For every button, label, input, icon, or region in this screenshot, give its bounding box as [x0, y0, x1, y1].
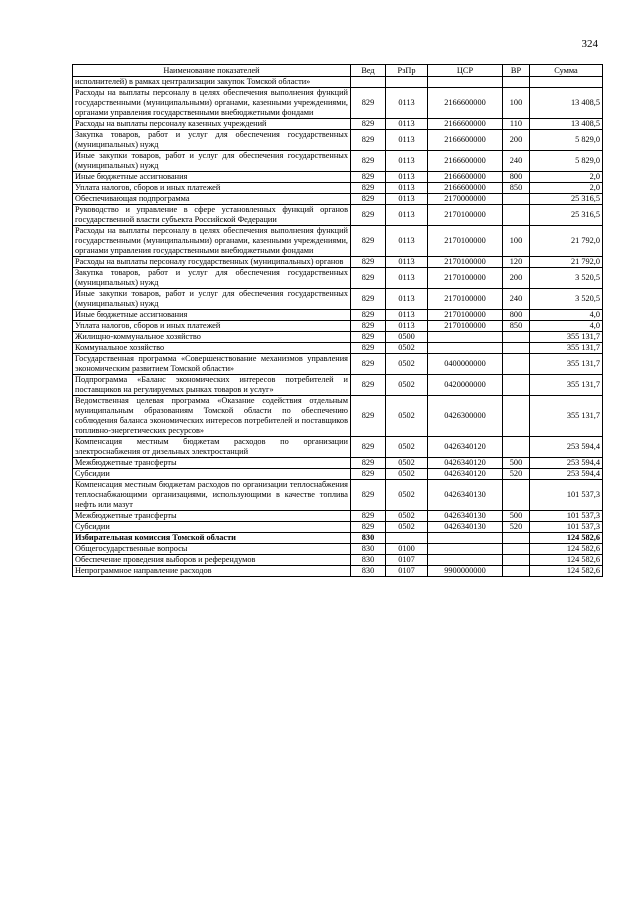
- cell-ved: 829: [351, 310, 386, 321]
- table-row: [73, 130, 603, 151]
- cell-sum: 355 131,7: [530, 375, 603, 396]
- table-row: [73, 77, 603, 88]
- cell-sum: 4,0: [530, 310, 603, 321]
- cell-ved: 829: [351, 119, 386, 130]
- cell-vr: 850: [503, 183, 530, 194]
- cell-name: Межбюджетные трансферты: [73, 458, 351, 469]
- cell-vr: [503, 566, 530, 577]
- cell-rzpr: 0502: [386, 437, 428, 458]
- cell-ved: 829: [351, 183, 386, 194]
- cell-sum: 2,0: [530, 172, 603, 183]
- cell-vr: [503, 354, 530, 375]
- cell-csr: 0420000000: [428, 375, 503, 396]
- table-row: [73, 183, 603, 194]
- cell-csr: 0426340130: [428, 511, 503, 522]
- cell-rzpr: 0113: [386, 205, 428, 226]
- table-row: [73, 396, 603, 437]
- cell-name: Компенсация местным бюджетам расходов по организации электроснабжения от дизельных электростанций: [73, 437, 351, 458]
- table-row: [73, 458, 603, 469]
- cell-sum: 253 594,4: [530, 437, 603, 458]
- cell-ved: 829: [351, 268, 386, 289]
- cell-sum: 4,0: [530, 321, 603, 332]
- cell-csr: 2166600000: [428, 88, 503, 119]
- cell-sum: 124 582,6: [530, 555, 603, 566]
- cell-sum: 101 537,3: [530, 511, 603, 522]
- cell-sum: 13 408,5: [530, 88, 603, 119]
- cell-sum: 253 594,4: [530, 458, 603, 469]
- cell-csr: [428, 555, 503, 566]
- cell-csr: [428, 332, 503, 343]
- cell-name: Уплата налогов, сборов и иных платежей: [73, 183, 351, 194]
- cell-vr: [503, 332, 530, 343]
- table-row: [73, 469, 603, 480]
- cell-rzpr: 0113: [386, 321, 428, 332]
- cell-sum: 355 131,7: [530, 343, 603, 354]
- cell-csr: 2170100000: [428, 289, 503, 310]
- cell-name: Общегосударственные вопросы: [73, 544, 351, 555]
- cell-name: Расходы на выплаты персоналу государственных (муниципальных) органов: [73, 257, 351, 268]
- cell-sum: 5 829,0: [530, 151, 603, 172]
- cell-ved: 829: [351, 194, 386, 205]
- cell-csr: 2166600000: [428, 172, 503, 183]
- cell-rzpr: [386, 533, 428, 544]
- cell-sum: 355 131,7: [530, 396, 603, 437]
- column-header-name: Наименование показателей: [73, 65, 351, 77]
- cell-vr: 500: [503, 458, 530, 469]
- cell-vr: 110: [503, 119, 530, 130]
- budget-table: [72, 64, 603, 577]
- cell-name: Расходы на выплаты персоналу в целях обеспечения выполнения функций государственными (муниципальными) органами, казенными учреждениями, органами управления государственными внебюджетными фондами: [73, 226, 351, 257]
- table-row: [73, 354, 603, 375]
- cell-sum: 355 131,7: [530, 354, 603, 375]
- cell-vr: 240: [503, 151, 530, 172]
- cell-vr: [503, 437, 530, 458]
- cell-sum: 25 316,5: [530, 194, 603, 205]
- cell-vr: 520: [503, 469, 530, 480]
- cell-csr: 0426340130: [428, 522, 503, 533]
- table-row: [73, 268, 603, 289]
- cell-csr: 0426340120: [428, 437, 503, 458]
- cell-sum: 124 582,6: [530, 566, 603, 577]
- cell-rzpr: 0502: [386, 375, 428, 396]
- cell-sum: 21 792,0: [530, 257, 603, 268]
- cell-name: Субсидии: [73, 469, 351, 480]
- cell-ved: 829: [351, 151, 386, 172]
- cell-name: Иные закупки товаров, работ и услуг для обеспечения государственных (муниципальных) нужд: [73, 289, 351, 310]
- cell-sum: 13 408,5: [530, 119, 603, 130]
- cell-rzpr: 0100: [386, 544, 428, 555]
- table-row: [73, 119, 603, 130]
- cell-csr: 0426340120: [428, 458, 503, 469]
- cell-vr: [503, 77, 530, 88]
- cell-sum: 3 520,5: [530, 268, 603, 289]
- cell-rzpr: 0107: [386, 555, 428, 566]
- cell-ved: 829: [351, 396, 386, 437]
- cell-csr: 9900000000: [428, 566, 503, 577]
- cell-rzpr: 0113: [386, 119, 428, 130]
- cell-name: Закупка товаров, работ и услуг для обеспечения государственных (муниципальных) нужд: [73, 268, 351, 289]
- column-header-ved: Вед: [351, 65, 386, 77]
- cell-ved: 829: [351, 226, 386, 257]
- cell-rzpr: 0113: [386, 130, 428, 151]
- cell-name: Обеспечивающая подпрограмма: [73, 194, 351, 205]
- cell-rzpr: 0502: [386, 396, 428, 437]
- cell-ved: 829: [351, 130, 386, 151]
- cell-vr: 240: [503, 289, 530, 310]
- table-body: [73, 77, 603, 577]
- cell-name: Непрограммное направление расходов: [73, 566, 351, 577]
- page-number: 324: [581, 38, 598, 50]
- cell-csr: 0426300000: [428, 396, 503, 437]
- cell-vr: 120: [503, 257, 530, 268]
- cell-vr: 200: [503, 130, 530, 151]
- cell-vr: [503, 544, 530, 555]
- cell-ved: 829: [351, 458, 386, 469]
- table-header-row: [73, 65, 603, 77]
- cell-name: Подпрограмма «Баланс экономических интересов потребителей и поставщиков на регулируемых рынках товаров и услуг»: [73, 375, 351, 396]
- table-row: [73, 88, 603, 119]
- cell-csr: 2166600000: [428, 183, 503, 194]
- cell-name: Расходы на выплаты персоналу казенных учреждений: [73, 119, 351, 130]
- cell-csr: 2170000000: [428, 194, 503, 205]
- table-row: [73, 257, 603, 268]
- cell-ved: 829: [351, 172, 386, 183]
- cell-sum: 101 537,3: [530, 480, 603, 511]
- cell-rzpr: 0502: [386, 511, 428, 522]
- cell-csr: 2170100000: [428, 257, 503, 268]
- cell-name: Ведомственная целевая программа «Оказание содействия отдельным муниципальным образованиям Томской области по обеспечению соблюдения баланса экономических интересов потребителей и поставщиков топливно-энергетических ресурсов»: [73, 396, 351, 437]
- cell-vr: 520: [503, 522, 530, 533]
- cell-vr: [503, 396, 530, 437]
- cell-ved: 830: [351, 544, 386, 555]
- cell-ved: 829: [351, 88, 386, 119]
- table-row: [73, 310, 603, 321]
- table-row: [73, 172, 603, 183]
- cell-name: Закупка товаров, работ и услуг для обеспечения государственных (муниципальных) нужд: [73, 130, 351, 151]
- cell-sum: 355 131,7: [530, 332, 603, 343]
- cell-sum: 101 537,3: [530, 522, 603, 533]
- cell-csr: [428, 533, 503, 544]
- cell-ved: 829: [351, 343, 386, 354]
- table-row: [73, 289, 603, 310]
- cell-name: Коммунальное хозяйство: [73, 343, 351, 354]
- cell-name: Межбюджетные трансферты: [73, 511, 351, 522]
- cell-name: Государственная программа «Совершенствование механизмов управления экономическим развитием Томской области»: [73, 354, 351, 375]
- column-header-csr: ЦСР: [428, 65, 503, 77]
- cell-vr: [503, 555, 530, 566]
- cell-name: Жилищно-коммунальное хозяйство: [73, 332, 351, 343]
- cell-sum: 21 792,0: [530, 226, 603, 257]
- column-header-rzpr: РзПр: [386, 65, 428, 77]
- cell-ved: 829: [351, 205, 386, 226]
- column-header-sum: Сумма: [530, 65, 603, 77]
- cell-rzpr: 0107: [386, 566, 428, 577]
- cell-name: Уплата налогов, сборов и иных платежей: [73, 321, 351, 332]
- cell-rzpr: 0113: [386, 268, 428, 289]
- cell-vr: [503, 480, 530, 511]
- cell-name: Руководство и управление в сфере установленных функций органов государственной власти субъекта Российской Федерации: [73, 205, 351, 226]
- cell-rzpr: 0502: [386, 480, 428, 511]
- cell-ved: 829: [351, 354, 386, 375]
- cell-ved: 829: [351, 321, 386, 332]
- cell-vr: 500: [503, 511, 530, 522]
- table-row: [73, 566, 603, 577]
- cell-ved: 829: [351, 437, 386, 458]
- table-row: [73, 226, 603, 257]
- cell-ved: 829: [351, 469, 386, 480]
- cell-csr: 2166600000: [428, 130, 503, 151]
- cell-ved: 830: [351, 555, 386, 566]
- cell-vr: [503, 533, 530, 544]
- cell-name: Иные закупки товаров, работ и услуг для обеспечения государственных (муниципальных) нужд: [73, 151, 351, 172]
- cell-csr: 0426340130: [428, 480, 503, 511]
- cell-csr: 2170100000: [428, 226, 503, 257]
- cell-ved: 830: [351, 566, 386, 577]
- table-row: [73, 522, 603, 533]
- cell-csr: 2170100000: [428, 321, 503, 332]
- table-row: [73, 533, 603, 544]
- cell-csr: 2170100000: [428, 310, 503, 321]
- table-row: [73, 151, 603, 172]
- cell-rzpr: 0113: [386, 257, 428, 268]
- cell-ved: 830: [351, 533, 386, 544]
- cell-vr: 800: [503, 172, 530, 183]
- cell-vr: 200: [503, 268, 530, 289]
- cell-rzpr: 0113: [386, 172, 428, 183]
- cell-rzpr: 0113: [386, 289, 428, 310]
- cell-ved: 829: [351, 522, 386, 533]
- cell-rzpr: 0502: [386, 354, 428, 375]
- table-row: [73, 321, 603, 332]
- cell-rzpr: 0502: [386, 458, 428, 469]
- cell-rzpr: 0113: [386, 183, 428, 194]
- cell-rzpr: 0113: [386, 151, 428, 172]
- cell-rzpr: 0113: [386, 88, 428, 119]
- cell-sum: 253 594,4: [530, 469, 603, 480]
- cell-rzpr: [386, 77, 428, 88]
- cell-ved: 829: [351, 375, 386, 396]
- cell-ved: 829: [351, 332, 386, 343]
- cell-name: Избирательная комиссия Томской области: [73, 533, 351, 544]
- cell-vr: 100: [503, 226, 530, 257]
- cell-vr: [503, 343, 530, 354]
- cell-ved: 829: [351, 480, 386, 511]
- cell-vr: [503, 375, 530, 396]
- cell-vr: [503, 205, 530, 226]
- cell-csr: 2170100000: [428, 268, 503, 289]
- table-row: [73, 375, 603, 396]
- cell-ved: 829: [351, 289, 386, 310]
- cell-csr: 2166600000: [428, 119, 503, 130]
- cell-sum: [530, 77, 603, 88]
- cell-name: Субсидии: [73, 522, 351, 533]
- cell-name: исполнителей) в рамках централизации закупок Томской области»: [73, 77, 351, 88]
- cell-name: Иные бюджетные ассигнования: [73, 310, 351, 321]
- table-row: [73, 343, 603, 354]
- table-row: [73, 437, 603, 458]
- cell-csr: [428, 544, 503, 555]
- cell-vr: 100: [503, 88, 530, 119]
- cell-csr: 2166600000: [428, 151, 503, 172]
- cell-rzpr: 0113: [386, 226, 428, 257]
- cell-csr: 2170100000: [428, 205, 503, 226]
- table-row: [73, 332, 603, 343]
- cell-name: Обеспечение проведения выборов и референдумов: [73, 555, 351, 566]
- cell-ved: [351, 77, 386, 88]
- cell-sum: 2,0: [530, 183, 603, 194]
- cell-name: Расходы на выплаты персоналу в целях обеспечения выполнения функций государственными (муниципальными) органами, казенными учреждениями, органами управления государственными внебюджетными фондами: [73, 88, 351, 119]
- cell-csr: 0400000000: [428, 354, 503, 375]
- cell-csr: 0426340120: [428, 469, 503, 480]
- table-row: [73, 480, 603, 511]
- cell-vr: 800: [503, 310, 530, 321]
- cell-sum: 5 829,0: [530, 130, 603, 151]
- cell-sum: 124 582,6: [530, 533, 603, 544]
- cell-vr: 850: [503, 321, 530, 332]
- cell-rzpr: 0502: [386, 343, 428, 354]
- cell-csr: [428, 77, 503, 88]
- table-row: [73, 555, 603, 566]
- cell-name: Иные бюджетные ассигнования: [73, 172, 351, 183]
- cell-sum: 25 316,5: [530, 205, 603, 226]
- table-row: [73, 544, 603, 555]
- cell-ved: 829: [351, 257, 386, 268]
- cell-name: Компенсация местным бюджетам расходов по организации теплоснабжения теплоснабжающими организациями, использующими в качестве топлива нефть или мазут: [73, 480, 351, 511]
- column-header-vr: ВР: [503, 65, 530, 77]
- cell-rzpr: 0113: [386, 194, 428, 205]
- table-row: [73, 194, 603, 205]
- cell-ved: 829: [351, 511, 386, 522]
- table-row: [73, 205, 603, 226]
- cell-sum: 3 520,5: [530, 289, 603, 310]
- cell-rzpr: 0502: [386, 469, 428, 480]
- cell-rzpr: 0502: [386, 522, 428, 533]
- cell-rzpr: 0113: [386, 310, 428, 321]
- cell-rzpr: 0500: [386, 332, 428, 343]
- table-row: [73, 511, 603, 522]
- cell-sum: 124 582,6: [530, 544, 603, 555]
- cell-csr: [428, 343, 503, 354]
- cell-vr: [503, 194, 530, 205]
